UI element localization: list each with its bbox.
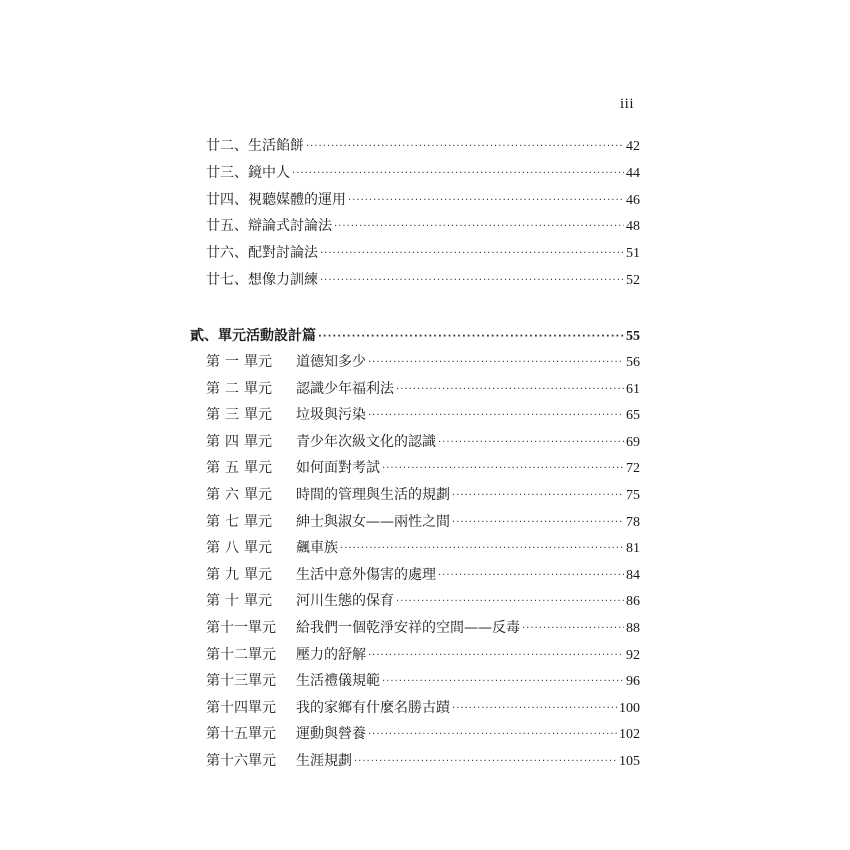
toc-entry-label: 廿四、視聽媒體的運用 — [206, 191, 346, 208]
unit-number — [206, 591, 272, 611]
dot-leader — [354, 752, 617, 772]
unit-number-part: 單元 — [244, 513, 272, 530]
unit-number — [206, 432, 272, 452]
unit-number — [206, 458, 272, 478]
unit-title: 飆車族 — [296, 540, 338, 557]
dot-leader — [292, 164, 624, 184]
dot-leader — [340, 539, 624, 559]
unit-number — [206, 565, 272, 585]
dot-leader — [368, 646, 624, 666]
unit-title: 壓力的舒解 — [296, 646, 366, 663]
page-number: iii — [620, 96, 635, 112]
unit-entry — [206, 751, 640, 771]
unit-number-part: 二 — [225, 380, 239, 397]
dot-leader — [452, 513, 624, 533]
unit-page: 61 — [626, 381, 640, 397]
toc-entry — [206, 243, 640, 263]
unit-number — [206, 618, 276, 638]
unit-title: 生涯規劃 — [296, 753, 352, 769]
unit-title: 我的家鄉有什麼名勝古蹟 — [296, 699, 450, 716]
unit-number — [206, 485, 272, 505]
unit-number-part: 單元 — [244, 460, 272, 477]
unit-number-part: 三 — [225, 407, 239, 424]
unit-number — [206, 645, 276, 665]
unit-page: 88 — [626, 621, 640, 636]
unit-title: 紳士與淑女——兩性之間 — [296, 513, 450, 530]
dot-leader — [368, 406, 624, 426]
unit-number — [206, 724, 276, 744]
section-heading-page: 55 — [626, 329, 640, 344]
unit-entry — [206, 698, 640, 718]
unit-page: 84 — [626, 567, 640, 583]
unit-number-part: 單元 — [244, 380, 272, 397]
toc-entry — [206, 216, 640, 236]
dot-leader — [320, 244, 624, 264]
dot-leader — [522, 619, 624, 639]
unit-entry — [206, 538, 640, 558]
unit-number-part: 單元 — [244, 433, 272, 450]
unit-entry — [206, 565, 640, 585]
unit-number-part: 七 — [225, 513, 239, 530]
unit-title: 垃圾與污染 — [296, 407, 366, 424]
unit-page: 102 — [619, 727, 640, 743]
unit-entry — [206, 618, 640, 638]
toc-entry-label: 廿三、鏡中人 — [206, 164, 290, 181]
unit-entry — [206, 724, 640, 744]
unit-number — [206, 405, 272, 425]
unit-entry — [206, 352, 640, 372]
unit-page: 105 — [619, 754, 640, 769]
unit-page: 65 — [626, 408, 640, 424]
dot-leader — [334, 217, 624, 237]
unit-number-part: 四 — [225, 433, 239, 450]
dot-leader — [452, 486, 624, 506]
unit-number-part: 單元 — [244, 487, 272, 503]
dot-leader — [348, 191, 624, 211]
unit-page: 96 — [626, 674, 640, 690]
toc-entry-label: 廿二、生活餡餅 — [206, 138, 304, 154]
dot-leader — [438, 433, 624, 453]
toc-entry-page: 52 — [626, 273, 640, 288]
unit-page: 56 — [626, 355, 640, 370]
unit-number-part: 第十五單元 — [206, 726, 276, 743]
unit-number — [206, 538, 272, 558]
unit-entry — [206, 458, 640, 478]
unit-number-part: 十 — [225, 593, 239, 610]
unit-entry — [206, 591, 640, 611]
unit-number-part: 第 — [206, 540, 220, 557]
toc-entry-page: 44 — [626, 165, 640, 181]
toc-entry-page: 48 — [626, 219, 640, 235]
unit-page: 69 — [626, 434, 640, 450]
unit-entry — [206, 405, 640, 425]
unit-page: 72 — [626, 461, 640, 477]
section-heading — [190, 326, 640, 346]
unit-number — [206, 698, 276, 718]
unit-page: 100 — [619, 700, 640, 716]
unit-number-part: 六 — [225, 487, 239, 503]
toc-entry-page: 51 — [626, 246, 640, 262]
unit-number-part: 第 — [206, 407, 220, 424]
unit-page: 81 — [626, 541, 640, 557]
unit-entry — [206, 432, 640, 452]
dot-leader — [306, 137, 624, 157]
unit-title: 時間的管理與生活的規劃 — [296, 487, 450, 503]
dot-leader — [320, 271, 624, 291]
dot-leader — [368, 353, 624, 373]
unit-title: 如何面對考試 — [296, 460, 380, 477]
toc-entry — [206, 163, 640, 183]
unit-number-part: 第 — [206, 380, 220, 397]
dot-leader — [382, 672, 624, 692]
unit-number-part: 第 — [206, 513, 220, 530]
dot-leader — [396, 380, 624, 400]
unit-number — [206, 671, 276, 691]
unit-number — [206, 379, 272, 399]
unit-number-part: 第 — [206, 593, 220, 610]
unit-title: 認識少年福利法 — [296, 380, 394, 397]
dot-leader — [438, 566, 624, 586]
unit-number-part: 單元 — [244, 407, 272, 424]
toc-entry-label: 廿七、想像力訓練 — [206, 272, 318, 288]
unit-number — [206, 352, 272, 372]
unit-title: 生活禮儀規範 — [296, 673, 380, 690]
unit-number-part: 第十六單元 — [206, 753, 276, 769]
unit-number-part: 第十二單元 — [206, 646, 276, 663]
section-heading-label: 貳、單元活動設計篇 — [190, 328, 316, 344]
unit-number-part: 第十一單元 — [206, 620, 276, 636]
unit-page: 86 — [626, 594, 640, 610]
unit-number-part: 第十三單元 — [206, 673, 276, 690]
unit-page: 92 — [626, 647, 640, 663]
unit-number-part: 八 — [225, 540, 239, 557]
unit-number-part: 單元 — [244, 540, 272, 557]
unit-entry — [206, 512, 640, 532]
unit-page: 78 — [626, 514, 640, 530]
unit-entry — [206, 645, 640, 665]
unit-title: 給我們一個乾淨安祥的空間——反毒 — [296, 620, 520, 636]
unit-number-part: 第 — [206, 354, 220, 370]
unit-title: 道德知多少 — [296, 354, 366, 370]
unit-title: 運動與營養 — [296, 726, 366, 743]
dot-leader — [382, 459, 624, 479]
toc-entry-label: 廿六、配對討論法 — [206, 245, 318, 262]
dot-leader — [318, 327, 624, 347]
toc-entry-page: 46 — [626, 192, 640, 208]
toc-entry-page: 42 — [626, 139, 640, 154]
unit-entry — [206, 485, 640, 505]
unit-number-part: 一 — [225, 354, 239, 370]
unit-entry — [206, 379, 640, 399]
unit-number-part: 第 — [206, 433, 220, 450]
unit-title: 河川生態的保育 — [296, 593, 394, 610]
unit-number-part: 第 — [206, 460, 220, 477]
toc-entry — [206, 190, 640, 210]
unit-number-part: 單元 — [244, 354, 272, 370]
toc-entry — [206, 136, 640, 156]
unit-title: 生活中意外傷害的處理 — [296, 566, 436, 583]
toc-entry-label: 廿五、辯論式討論法 — [206, 218, 332, 235]
unit-number — [206, 512, 272, 532]
unit-page: 75 — [626, 488, 640, 503]
unit-number-part: 五 — [225, 460, 239, 477]
unit-entry — [206, 671, 640, 691]
unit-number-part: 第 — [206, 487, 220, 503]
unit-title: 青少年次級文化的認識 — [296, 433, 436, 450]
dot-leader — [368, 725, 617, 745]
unit-number-part: 九 — [225, 566, 239, 583]
unit-number-part: 單元 — [244, 593, 272, 610]
dot-leader — [452, 699, 617, 719]
unit-number-part: 第 — [206, 566, 220, 583]
toc-entry — [206, 270, 640, 290]
unit-number — [206, 751, 276, 771]
unit-number-part: 第十四單元 — [206, 699, 276, 716]
unit-number-part: 單元 — [244, 566, 272, 583]
dot-leader — [396, 592, 624, 612]
